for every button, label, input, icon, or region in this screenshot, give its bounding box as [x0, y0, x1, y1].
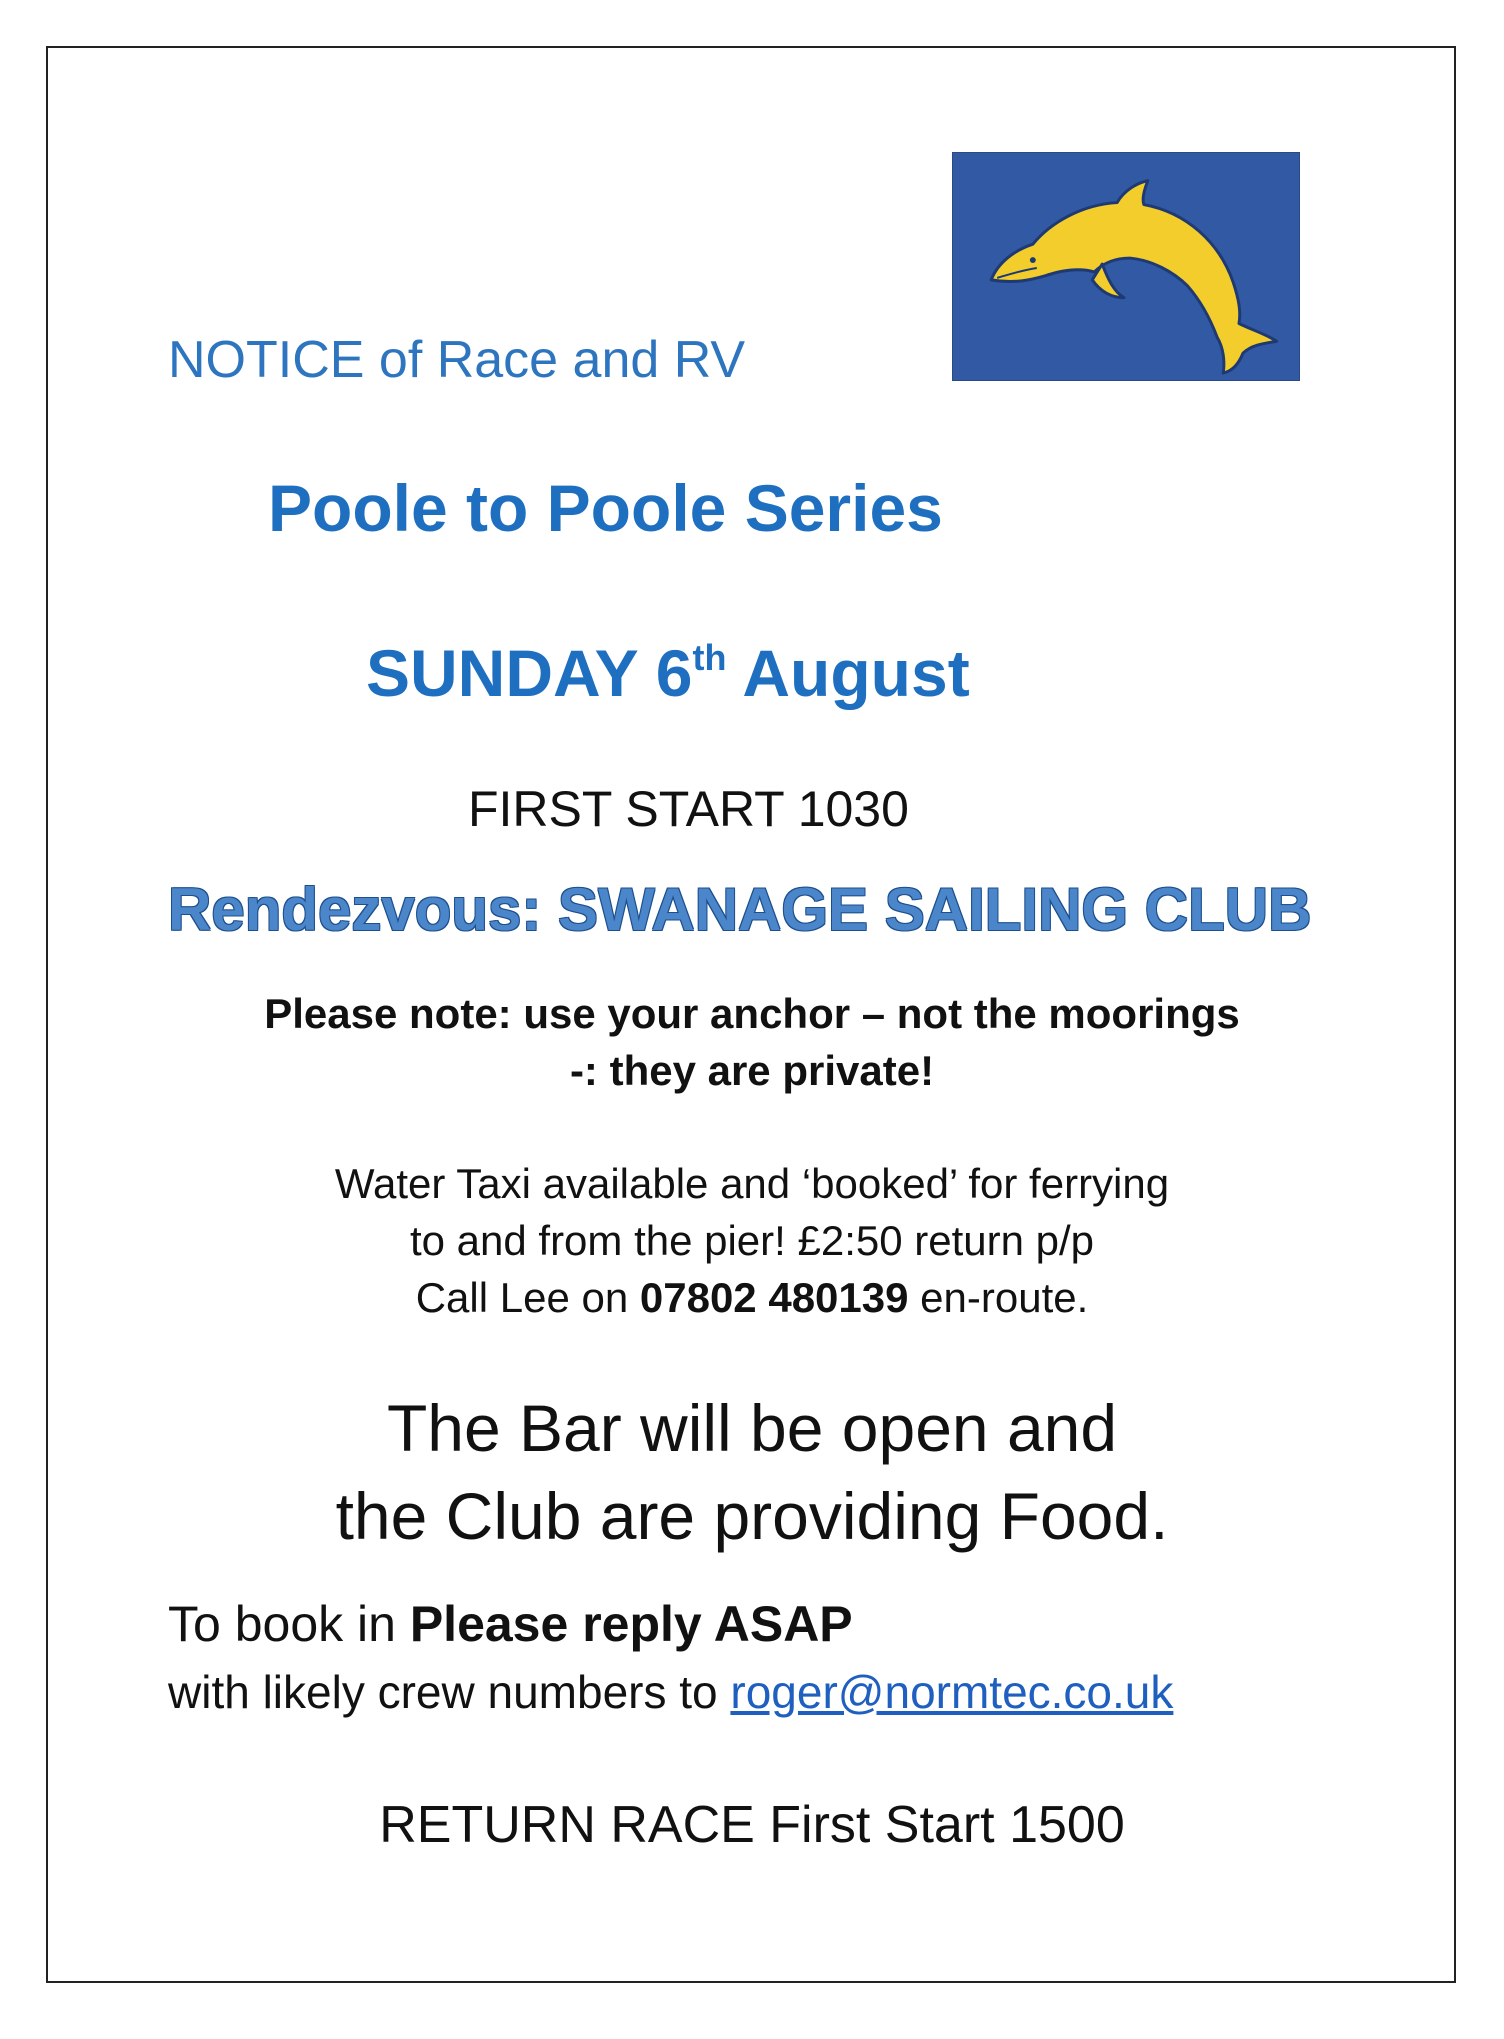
rendezvous-venue: Rendezvous: SWANAGE SAILING CLUB	[168, 876, 1312, 943]
bar-open-line: The Bar will be open and	[386, 1391, 1118, 1465]
taxi-call-prefix: Call Lee on	[415, 1274, 640, 1321]
crew-prefix: with likely crew numbers to	[168, 1666, 731, 1718]
event-date	[366, 635, 970, 711]
water-taxi-line1: Water Taxi available and ‘booked’ for ferrying	[334, 1160, 1170, 1207]
water-taxi-line2: to and from the pier! £2:50 return p/p	[409, 1217, 1095, 1264]
booking-prefix: To book in	[168, 1596, 410, 1652]
date-day: SUNDAY 6	[366, 636, 693, 710]
date-suffix: th	[692, 637, 727, 678]
booking-emphasis: Please reply ASAP	[409, 1596, 853, 1652]
series-title: Poole to Poole Series	[268, 471, 943, 545]
taxi-phone-number: 07802 480139	[639, 1274, 909, 1321]
first-start: FIRST START 1030	[468, 781, 909, 837]
contact-email-link[interactable]: roger@normtec.co.uk	[730, 1666, 1174, 1718]
return-race: RETURN RACE First Start 1500	[379, 1796, 1125, 1854]
crew-numbers-line	[168, 1665, 1173, 1719]
club-flag	[952, 152, 1300, 381]
date-month: August	[742, 636, 970, 710]
notice-heading: NOTICE of Race and RV	[168, 331, 746, 389]
taxi-call-suffix: en-route.	[908, 1274, 1089, 1321]
mooring-note-line2: -: they are private!	[569, 1047, 935, 1094]
mooring-note-line1: Please note: use your anchor – not the moorings	[264, 990, 1240, 1037]
food-line: the Club are providing Food.	[335, 1479, 1169, 1553]
water-taxi-line3	[0, 1274, 1504, 1322]
dolphin-icon	[953, 153, 1299, 380]
booking-line	[168, 1595, 853, 1653]
